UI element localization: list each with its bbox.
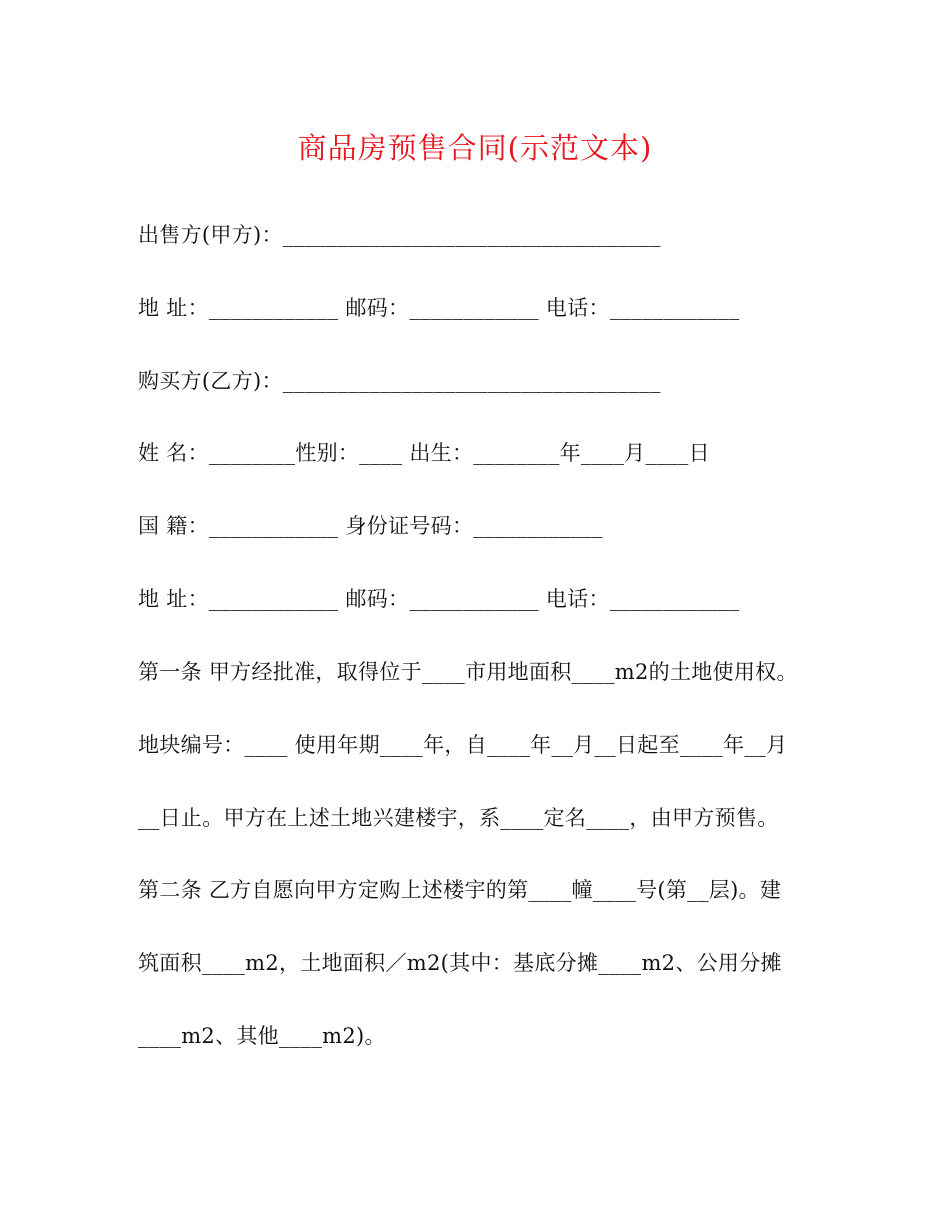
buyer-address-line: 地 址：____________ 邮码：____________ 电话：____________ xyxy=(138,587,740,611)
document-title: 商品房预售合同(示范文本) xyxy=(297,131,653,165)
article-two-line-2: 筑面积____m2，土地面积／m2(其中：基底分摊____m2、公用分摊 xyxy=(138,951,782,975)
article-two-line-1: 第二条 乙方自愿向甲方定购上述楼宇的第____幢____号(第__层)。建 xyxy=(138,878,782,902)
buyer-line: 购买方(乙方)：___________________________________ xyxy=(138,369,661,393)
buyer-nationality-line: 国 籍：____________ 身份证号码：____________ xyxy=(138,514,603,538)
seller-line: 出售方(甲方)：___________________________________ xyxy=(138,223,661,247)
article-one-line-1: 第一条 甲方经批准，取得位于____市用地面积____m2的土地使用权。 xyxy=(138,660,798,684)
article-two-line-3: ____m2、其他____m2)。 xyxy=(138,1024,386,1048)
seller-address-line: 地 址：____________ 邮码：____________ 电话：____________ xyxy=(138,296,740,320)
article-one-line-3: __日止。甲方在上述土地兴建楼宇，系____定名____，由甲方预售。 xyxy=(138,806,779,830)
buyer-name-line: 姓 名：________性别：____ 出生：________年____月____日 xyxy=(138,441,710,465)
article-one-line-2: 地块编号：____ 使用年期____年，自____年__月__日起至____年__月 xyxy=(138,733,788,757)
